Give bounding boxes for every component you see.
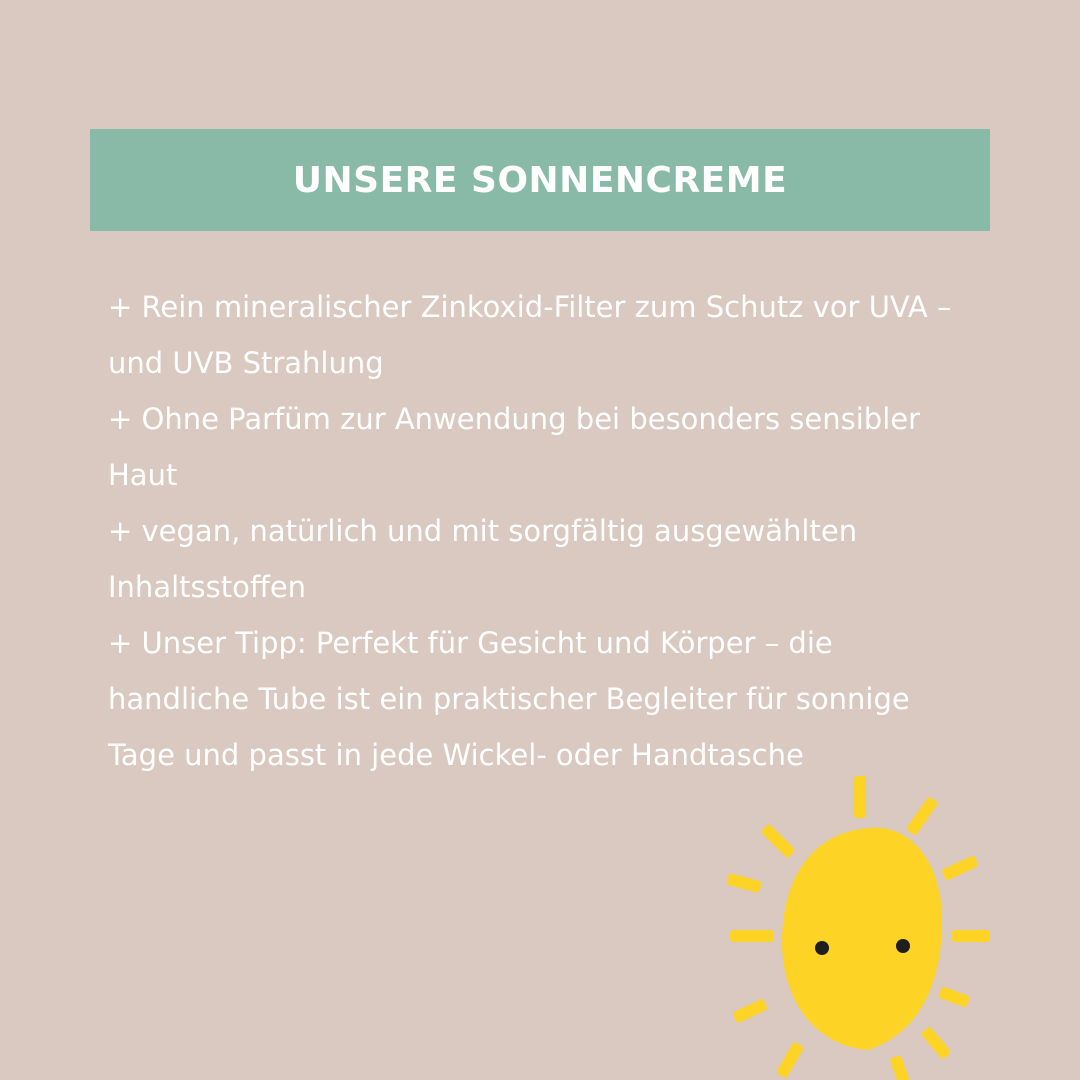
title-banner (90, 129, 990, 231)
sun-eye-right (896, 939, 910, 953)
sun-face (782, 828, 942, 1050)
feature-list (108, 279, 968, 783)
feature-item: + Rein mineralischer Zinkoxid-Filter zum Schutz vor UVA – und UVB Strahlung (108, 290, 952, 380)
page-title: UNSERE SONNENCREME (292, 159, 788, 201)
feature-item: + Unser Tipp: Perfekt für Gesicht und Körper – die handliche Tube ist ein praktischer Begleiter für sonnige Tage und passt in jede Wickel- oder Handtasche (108, 626, 910, 772)
feature-item: + vegan, natürlich und mit sorgfältig ausgewählten Inhaltsstoffen (108, 514, 858, 604)
sun-face-icon (720, 770, 1010, 1080)
sun-eye-left (815, 941, 829, 955)
feature-item: + Ohne Parfüm zur Anwendung bei besonders sensibler Haut (108, 402, 921, 492)
